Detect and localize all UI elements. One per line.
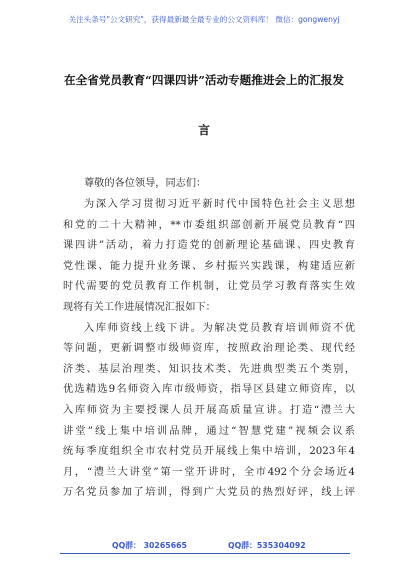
body-line: 万名党员参加了培训，得到广大党员的热烈好评，线上评 [63, 487, 355, 499]
footer-qq-group-1: QQ群： 30265665 [112, 541, 187, 550]
body-line: 讲堂”线上集中培训品牌，通过“智慧党建”视频会议系 [63, 425, 355, 437]
body-line: 课四讲”活动，着力打造党的创新理论基础课、四史教育 [63, 240, 355, 252]
body-line: 为深入学习贯彻习近平新时代中国特色社会主义思想 [84, 199, 355, 210]
body-line: 党性课、能力提升业务课、乡村振兴实践课，构建适应新 [63, 260, 355, 272]
body-line: 月，“澧兰大讲堂”第一堂开讲时，全市492个分会场近4 [63, 466, 355, 478]
body-line: 等问题，更新调整市级师资库，按照政治理论类、现代经 [63, 343, 355, 355]
footer-divider [60, 553, 350, 554]
body-line: 统每季度组织全市农村党员开展线上集中培训，2023年4 [63, 446, 355, 458]
body-line: 入库师资为主要授课人员开展高质量宣讲。打造“澧兰大 [63, 404, 355, 416]
body-line: 入库师资线上线下讲。为解决党员教育培训师资不优 [84, 322, 355, 334]
header-watermark-note: 关注头条号"公文研究"，获得最新最全最专业的公文资料库！ 微信：gongwenyj [68, 15, 340, 24]
footer-qq-group-2: QQ群：535304092 [228, 541, 306, 550]
body-line: 济类、基层治理类、知识技术类、先进典型类五个类别， [63, 363, 355, 375]
document-title-line-1: 在全省党员教育“四课四讲”活动专题推进会上的汇报发 [64, 73, 344, 87]
body-line: 时代需要的党员教育工作机制，让党员学习教育落实生效 [63, 281, 355, 293]
body-line: 优选精选9名师资入库市级师资，指导区县建立师资库，以 [63, 384, 355, 396]
body-line: 现将有关工作进展情况汇报如下： [63, 301, 216, 313]
salutation: 尊敬的各位领导，同志们： [84, 178, 207, 189]
document-body [63, 195, 355, 504]
document-title-line-2: 言 [198, 123, 210, 137]
body-line: 和党的二十大精神，**市委组织部创新开展党员教育“四 [63, 219, 355, 231]
